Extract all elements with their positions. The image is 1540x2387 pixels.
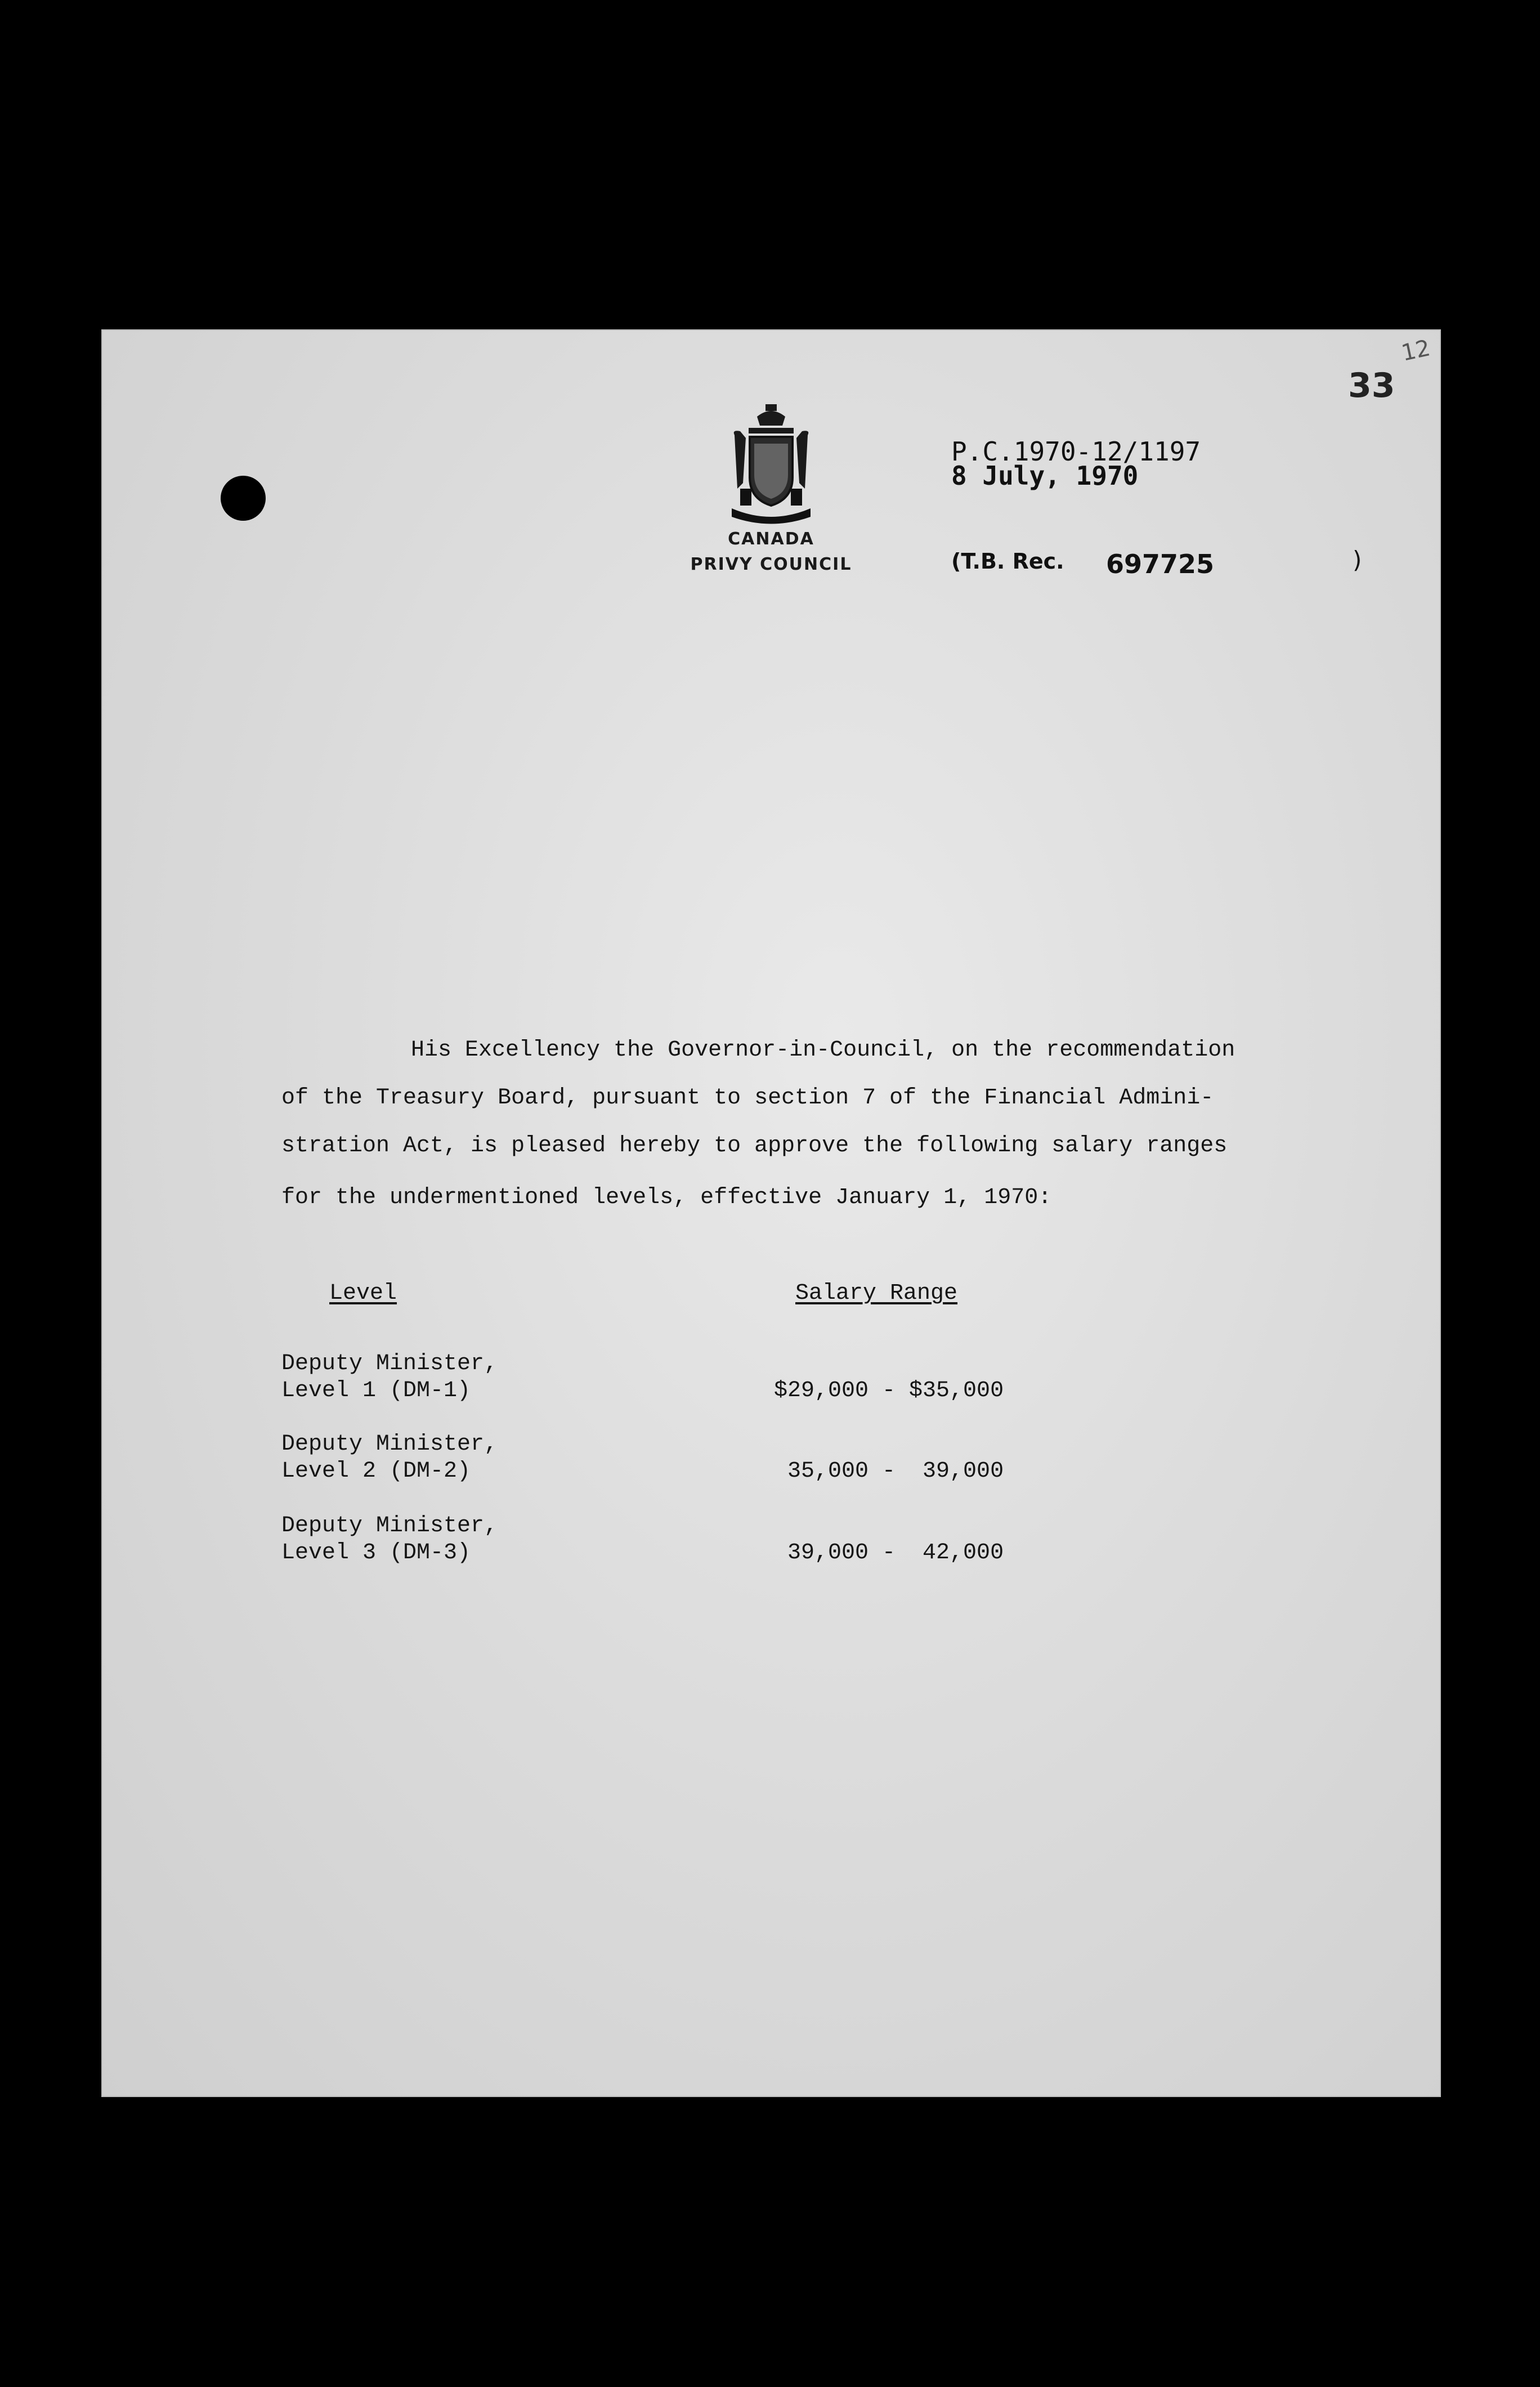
table-row-3-level-line1: Deputy Minister, <box>281 1513 498 1539</box>
table-row-1-level-line2: Level 1 (DM-1) <box>281 1378 471 1403</box>
letterhead-office: PRIVY COUNCIL <box>690 555 852 574</box>
body-line-4: for the undermentioned levels, effective January 1, 1970: <box>281 1185 1052 1210</box>
corner-mark: 12 <box>1399 335 1433 366</box>
page-number: 33 <box>1348 366 1395 405</box>
order-number: P.C.1970-12/1197 <box>951 436 1201 467</box>
letterhead-country: CANADA <box>728 529 814 549</box>
coat-of-arms-icon <box>726 404 816 525</box>
table-row-1-level-line1: Deputy Minister, <box>281 1351 498 1376</box>
tb-rec-number: 697725 <box>1106 549 1215 579</box>
tb-rec-label: (T.B. Rec. <box>951 549 1064 574</box>
table-row-2-level-line1: Deputy Minister, <box>281 1432 498 1457</box>
table-row-3-level-line2: Level 3 (DM-3) <box>281 1540 471 1566</box>
table-row-2-level-line2: Level 2 (DM-2) <box>281 1459 471 1484</box>
table-row-2-range: 35,000 - 39,000 <box>774 1459 1004 1484</box>
body-line-2: of the Treasury Board, pursuant to section 7 of the Financial Admini- <box>281 1085 1214 1111</box>
table-header-salary: Salary Range <box>795 1281 958 1306</box>
table-row-3-range: 39,000 - 42,000 <box>774 1540 1004 1566</box>
punch-hole <box>221 476 266 521</box>
body-line-1: His Excellency the Governor-in-Council, on the recommendation <box>411 1038 1235 1063</box>
order-date: 8 July, 1970 <box>951 461 1139 491</box>
table-row-1-range: $29,000 - $35,000 <box>774 1378 1004 1403</box>
body-line-3: stration Act, is pleased hereby to approve the following salary ranges <box>281 1133 1228 1159</box>
tb-rec-close-paren: ) <box>1353 546 1362 574</box>
table-header-level: Level <box>329 1281 397 1306</box>
document-page <box>101 329 1441 2097</box>
